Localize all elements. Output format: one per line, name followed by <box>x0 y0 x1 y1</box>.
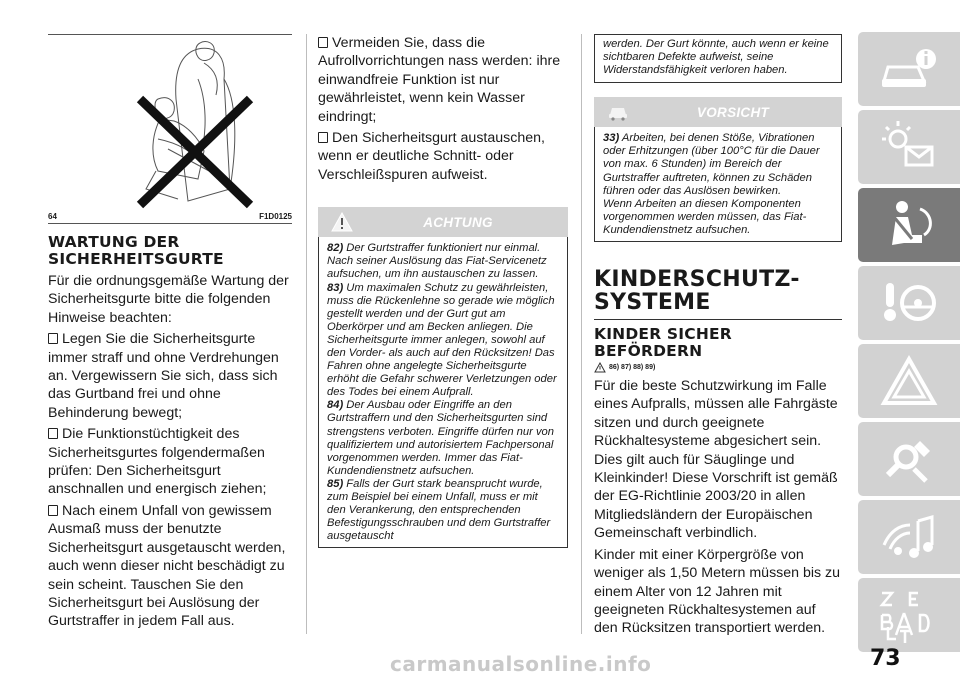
caution-text-2: Wenn Arbeiten an diesen Komponenten vorgenommen werden müssen, das Fiat-Kundendienstnetz aufsuchen. <box>603 197 807 236</box>
tab-index[interactable] <box>858 578 960 652</box>
figure-child-seat-illustration <box>48 39 292 211</box>
warning-item <box>327 478 559 543</box>
footer-watermark: carmanualsonline.info <box>390 652 652 676</box>
key-steering-icon <box>874 273 944 333</box>
figure-top-rule <box>48 34 292 35</box>
page-number: 73 <box>870 646 901 671</box>
figure-caption <box>48 211 292 224</box>
figure-code: F1D0125 <box>259 212 292 221</box>
bullet-item: Den Sicherheitsgurt austauschen, wenn er deutliche Schnitt- oder Verschleißspuren aufweist. <box>318 129 568 184</box>
tab-emergency[interactable] <box>858 344 960 418</box>
warning-text: Um maximalen Schutz zu gewährleisten, muss die Rückenlehne so gerade wie möglich gestellt werden und der Gurt gut am Oberkörper und am Becken anliegen. Die Sicherheitsgurte immer anlegen, sowohl auf den Vorder- als auch auf den Rücksitzen! Das Fahren ohne angelegte Sicherheitsgurte erhöht die Gefahr schwerer Verletzungen oder des Todes bei einem Aufprall. <box>327 281 557 399</box>
column-divider <box>581 34 582 634</box>
heading-kinder-sicher: KINDER SICHER BEFÖRDERN <box>594 325 732 361</box>
warning-item <box>327 242 559 281</box>
child-on-lap-crossed-icon <box>48 39 292 211</box>
tab-multimedia[interactable] <box>858 500 960 574</box>
reference-numbers: 86) 87) 88) 89) <box>609 364 656 372</box>
media-music-icon <box>874 507 944 567</box>
tab-starting-driving[interactable] <box>858 266 960 340</box>
warning-text: Falls der Gurt stark beansprucht wurde, zum Beispiel bei einem Unfall, muss er mit den Verankerung, den entsprechenden Befestigungsschrauben und dem Gurtstraffer ausgetauscht <box>327 477 551 543</box>
caution-title: VORSICHT <box>696 104 770 120</box>
warning-item <box>327 282 559 400</box>
heading-kinderschutzsysteme: KINDERSCHUTZ-SYSTEME <box>594 267 800 316</box>
warning-number: 85) <box>327 477 344 490</box>
bullet-item: Legen Sie die Sicherheitsgurte immer straff und ohne Verdrehungen an. Vergewissern Sie sich, dass sich das Gurtband frei und ohne Behinderung bewegt; <box>48 330 292 422</box>
seatbelt-airbag-icon <box>874 195 944 255</box>
column-right <box>594 34 842 641</box>
warning-triangle-icon <box>874 351 944 411</box>
warning-continued-text: werden. Der Gurt könnte, auch wenn er keine sichtbaren Defekte aufweist, seine Widerstandsfähigkeit verloren haben. <box>603 38 829 77</box>
warning-references <box>594 362 842 373</box>
tab-warning-lights[interactable] <box>858 110 960 184</box>
caution-text: Arbeiten, bei denen Stöße, Vibrationen oder Erhitzungen (über 100°C für die Dauer von max. 6 Stunden) im Bereich der Gurtstraffer auftreten, können zu Schäden führen oder das Auslösen bewirken. <box>603 132 820 197</box>
warning-text: Der Ausbau oder Eingriffe an den Gurtstraffern und den Sicherheitsgurten sind strengstens verboten. Eingriffe dürfen nur von qualifiziertem und autorisiertem Fachpersonal vorgenommen werden. Immer das Fiat-Kundendienstnetz aufsuchen. <box>327 399 554 477</box>
caution-banner <box>594 97 842 127</box>
column-left <box>48 34 292 634</box>
service-wrench-icon <box>874 429 944 489</box>
bullet-item: Vermeiden Sie, dass die Aufrollvorrichtungen nass werden: ihre einwandfreie Funktion ist nur gewährleistet, wenn kein Wasser eindringt; <box>318 34 568 126</box>
figure-number: 64 <box>48 212 57 221</box>
warning-text: Der Gurtstraffer funktioniert nur einmal. Nach seiner Auslösung das Fiat-Servicenetz aufsuchen, um ihn austauschen zu lassen. <box>327 242 547 281</box>
warning-number: 82) <box>327 242 344 255</box>
paragraph: Für die beste Schutzwirkung im Falle eines Aufpralls, müssen alle Fahrgäste sitzen und durch geeignete Rückhaltesysteme abgesichert sein. Dies gilt auch für Säuglinge und Kleinkinder! Diese Vorschrift ist gemäß der EG-Richtlinie 2003/20 in allen Mitgliedsländern der Europäischen Gemeinschaft verbindlich. <box>594 378 838 542</box>
tab-maintenance[interactable] <box>858 422 960 496</box>
warning-title: ACHTUNG <box>423 214 493 230</box>
column-middle <box>318 34 568 548</box>
heading-rule <box>594 319 842 320</box>
intro-paragraph: Für die ordnungsgemäße Wartung der Sicherheitsgurte bitte die folgenden Hinweise beachten: <box>48 273 289 326</box>
warning-number: 83) <box>327 281 344 294</box>
caution-number: 33) <box>603 132 620 145</box>
warning-number: 84) <box>327 399 344 412</box>
heading-wartung: WARTUNG DER SICHERHEITSGURTE <box>48 233 224 268</box>
paragraph: Kinder mit einer Körpergröße von weniger als 1,50 Metern müssen bis zu einem Alter von 12 Jahren mit geeigneten Rückhaltesystemen auf den Rücksitzen transportiert werden. <box>594 546 841 637</box>
alphabet-index-icon <box>874 585 944 645</box>
caution-box <box>594 127 842 242</box>
warning-item <box>327 399 559 478</box>
column-divider <box>306 34 307 634</box>
caution-item <box>603 132 833 197</box>
warning-banner <box>318 207 568 237</box>
tab-safety[interactable] <box>858 188 960 262</box>
tab-car-info[interactable] <box>858 32 960 106</box>
warning-continued-box <box>594 34 842 83</box>
warning-triangle-icon <box>594 362 606 373</box>
bullet-item: Nach einem Unfall von gewissem Ausmaß muss der benutzte Sicherheitsgurt ausgetauscht werden, auch wenn dieser nicht beschädigt zu sein scheint. Tauschen Sie den Sicherheitsgurt bei Auslösung der Gurtstraffer in jedem Fall aus. <box>48 502 292 631</box>
bullet-item: Die Funktionstüchtigkeit des Sicherheitsgurtes folgendermaßen prüfen: Den Sicherheitsgurt anschnallen und energisch ziehen; <box>48 425 292 499</box>
warning-box <box>318 237 568 548</box>
warning-lights-icon <box>874 117 944 177</box>
car-info-icon <box>874 39 944 99</box>
